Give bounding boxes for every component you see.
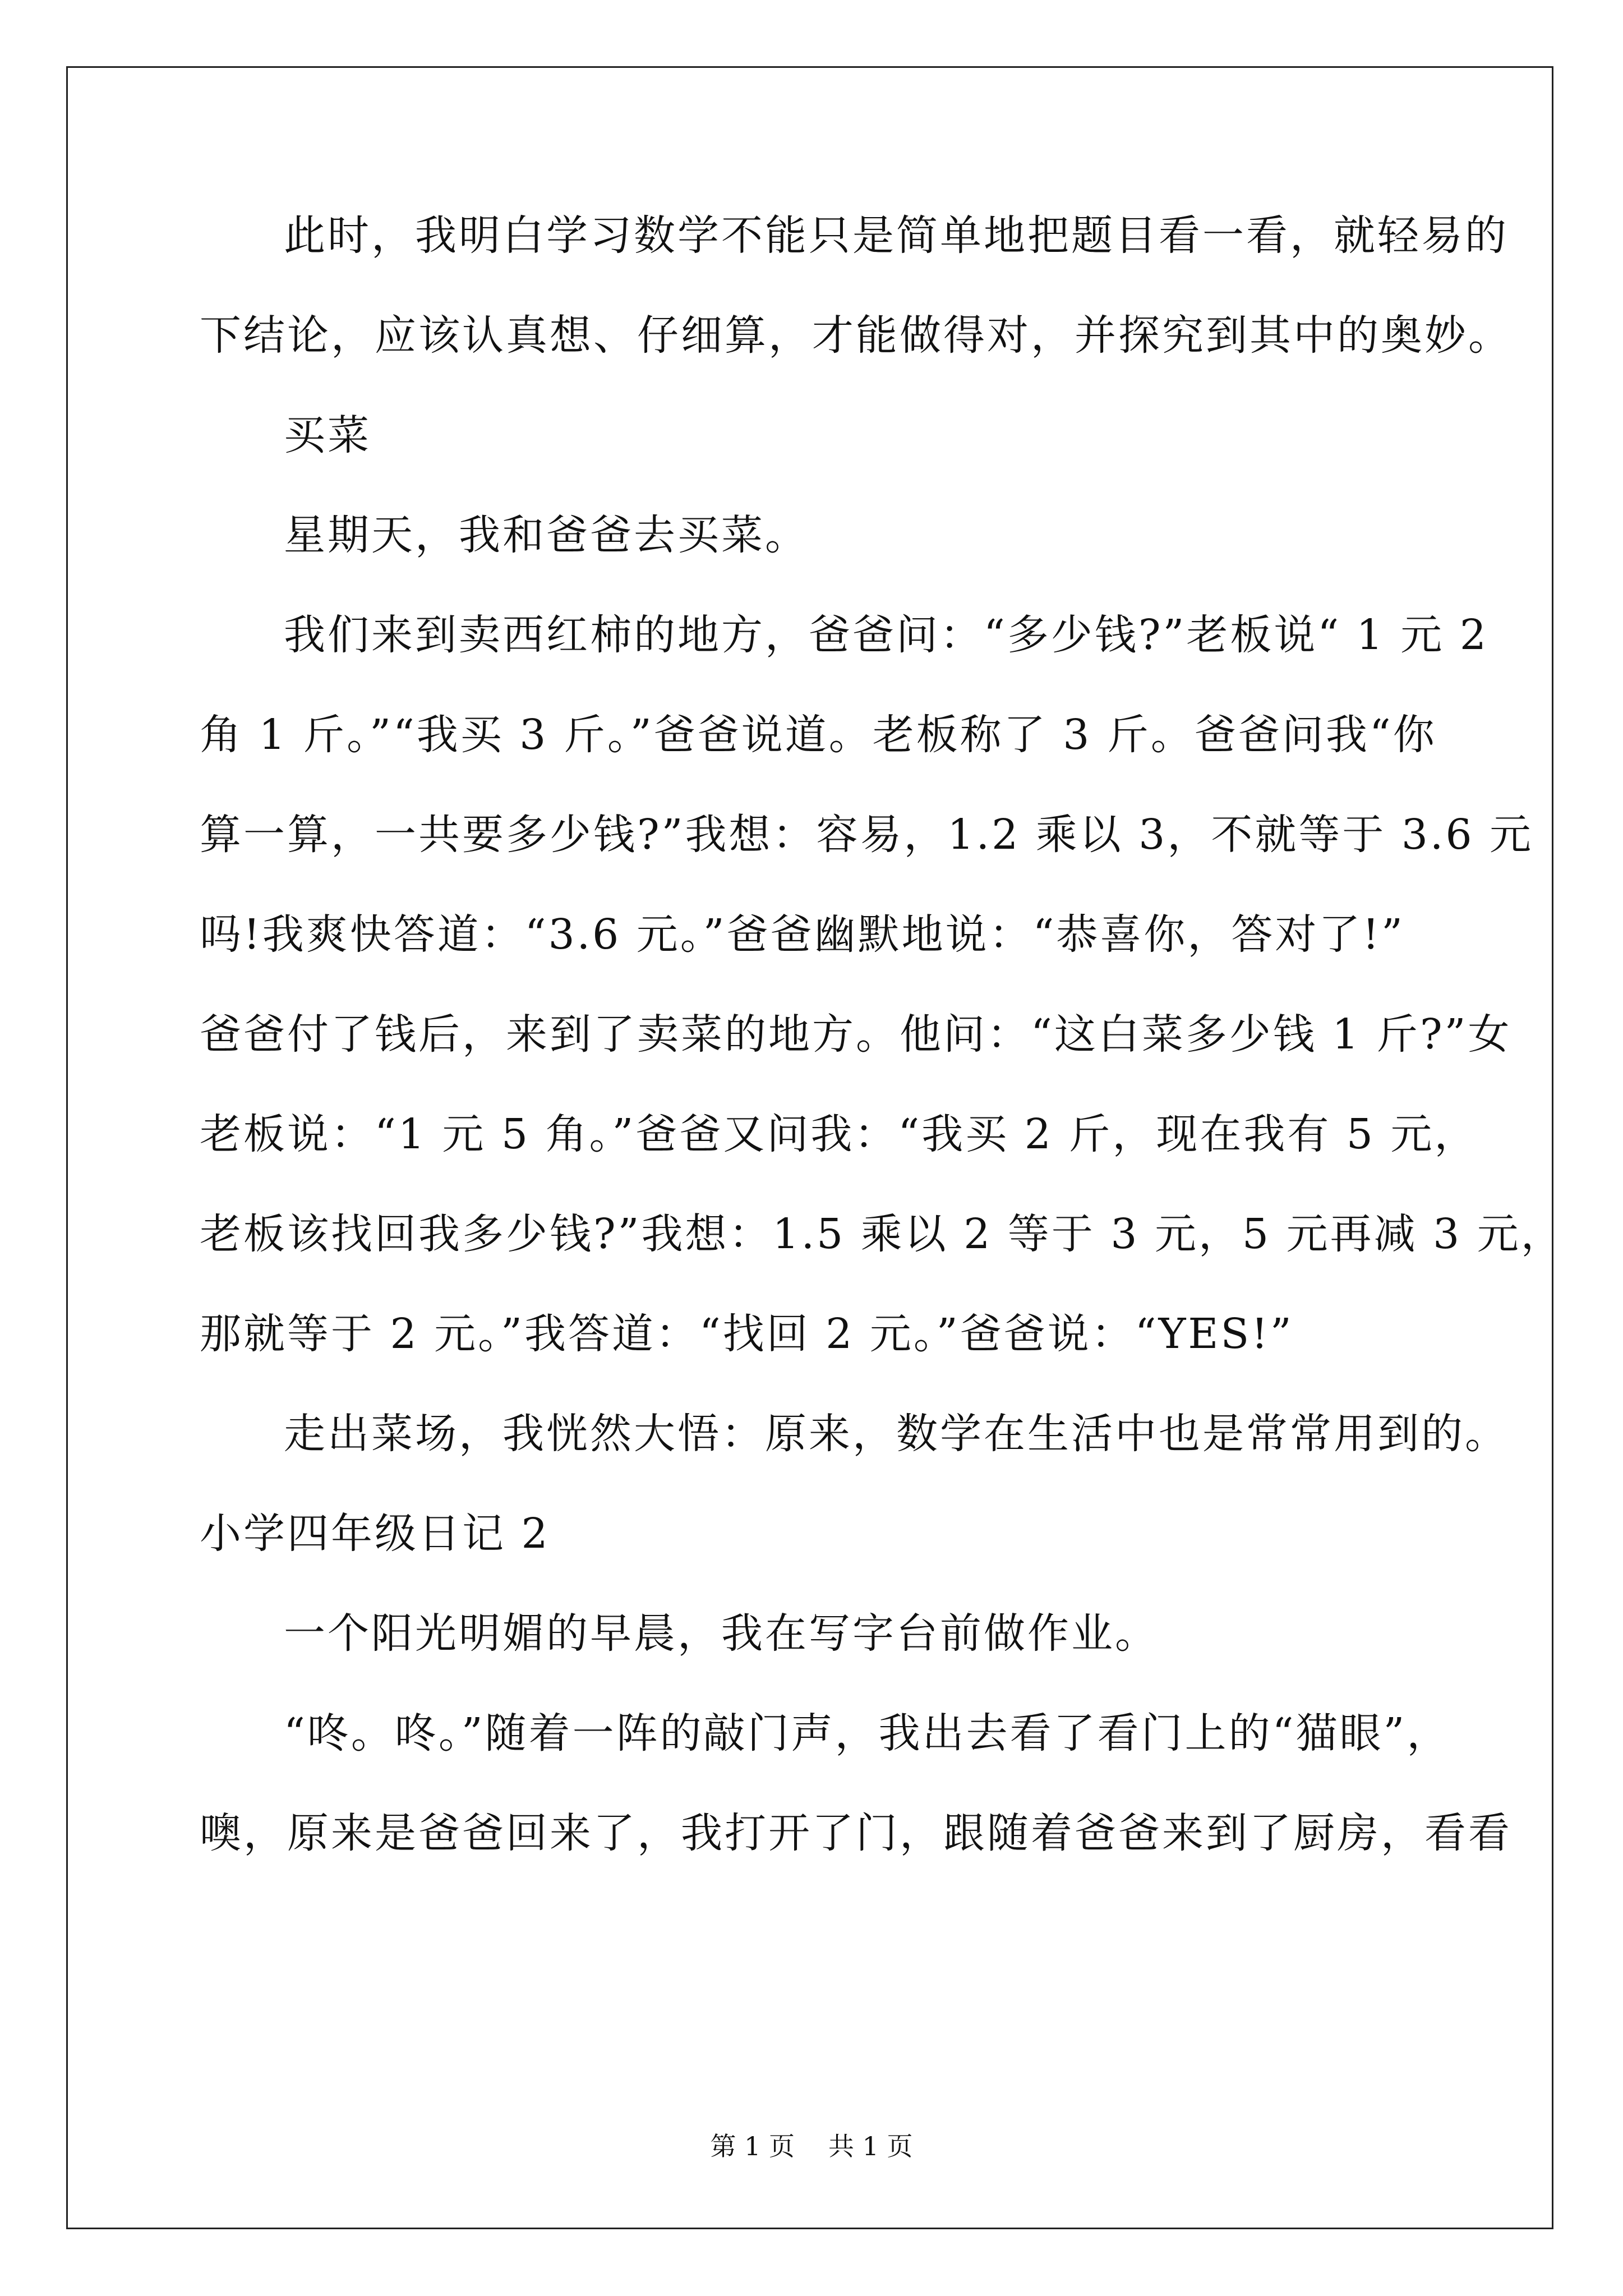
text-line: 我们来到卖西红柿的地方，爸爸问：“多少钱?”老板说“ 1 元 2 <box>284 611 1488 659</box>
text-line: 老板说：“1 元 5 角。”爸爸又问我：“我买 2 斤，现在我有 5 元， <box>200 1110 1478 1158</box>
text-line: 下结论，应该认真想、仔细算，才能做得对，并探究到其中的奥妙。 <box>200 311 1512 360</box>
text-line: 爸爸付了钱后，来到了卖菜的地方。他问：“这白菜多少钱 1 斤?”女 <box>200 1010 1512 1059</box>
page-number: 第 1 页 <box>710 2131 795 2161</box>
text-line: 那就等于 2 元。”我答道：“找回 2 元。”爸爸说：“YES!” <box>200 1310 1294 1358</box>
text-line: “咚。咚。”随着一阵的敲门声，我出去看了看门上的“猫眼”， <box>284 1709 1451 1757</box>
text-line: 一个阳光明媚的早晨，我在写字台前做作业。 <box>284 1609 1159 1658</box>
page-total: 共 1 页 <box>828 2131 913 2161</box>
text-line: 算一算，一共要多少钱?”我想：容易，1.2 乘以 3，不就等于 3.6 元 <box>200 811 1534 859</box>
text-line: 走出菜场，我恍然大悟：原来，数学在生活中也是常常用到的。 <box>284 1410 1509 1458</box>
page-footer <box>0 2129 1623 2163</box>
text-line: 老板该找回我多少钱?”我想：1.5 乘以 2 等于 3 元，5 元再减 3 元， <box>200 1210 1565 1258</box>
text-line: 角 1 斤。”“我买 3 斤。”爸爸说道。老板称了 3 斤。爸爸问我“你 <box>200 711 1437 759</box>
section-heading: 小学四年级日记 2 <box>200 1510 550 1558</box>
section-heading: 买菜 <box>284 411 371 459</box>
text-line: 此时，我明白学习数学不能只是简单地把题目看一看，就轻易的 <box>284 211 1509 260</box>
text-line: 吗!我爽快答道：“3.6 元。”爸爸幽默地说：“恭喜你，答对了!” <box>200 910 1405 959</box>
text-line: 星期天，我和爸爸去买菜。 <box>284 511 809 559</box>
text-line: 噢，原来是爸爸回来了，我打开了门，跟随着爸爸来到了厨房，看看 <box>200 1809 1512 1857</box>
